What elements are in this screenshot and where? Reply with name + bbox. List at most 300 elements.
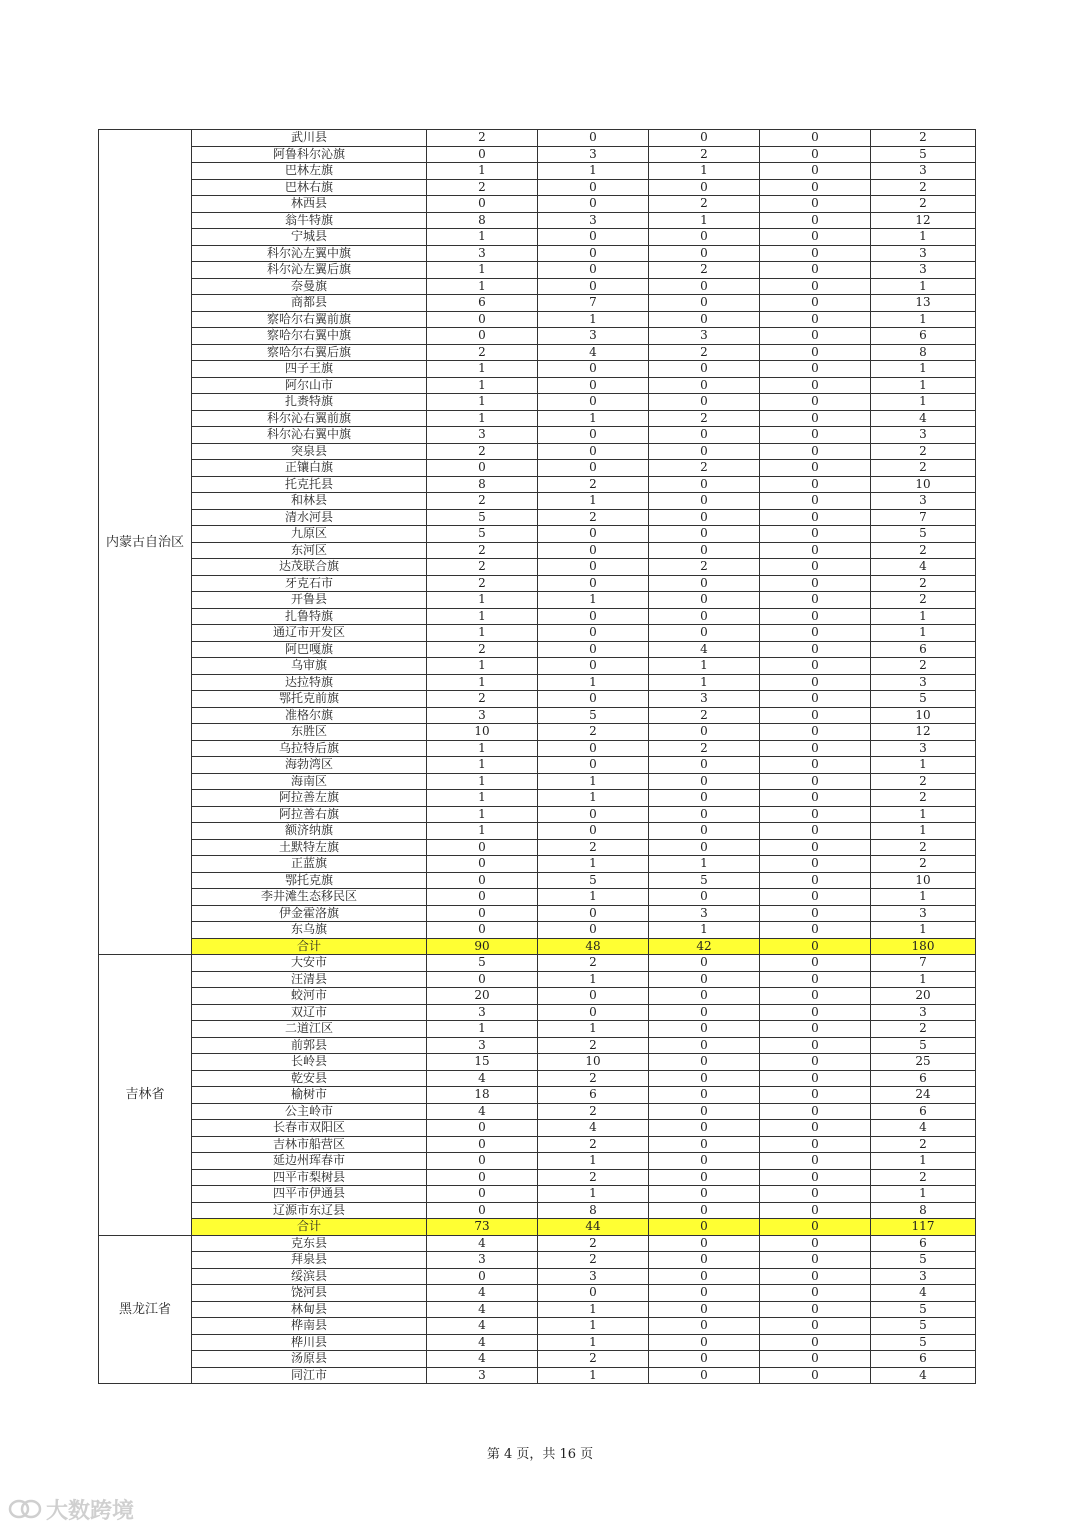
table-row	[99, 1037, 976, 1054]
value-cell: 0	[760, 295, 871, 312]
value-cell: 0	[538, 229, 649, 246]
value-cell: 0	[538, 361, 649, 378]
value-cell: 2	[871, 1021, 976, 1038]
table-row	[99, 1334, 976, 1351]
value-cell: 12	[871, 724, 976, 741]
value-cell: 3	[538, 146, 649, 163]
county-cell: 土默特左旗	[192, 839, 427, 856]
value-cell: 0	[760, 476, 871, 493]
value-cell: 0	[538, 1285, 649, 1302]
county-cell: 二道江区	[192, 1021, 427, 1038]
table-row	[99, 922, 976, 939]
value-cell: 3	[427, 707, 538, 724]
value-cell: 2	[427, 559, 538, 576]
value-cell: 0	[649, 823, 760, 840]
value-cell: 2	[427, 130, 538, 147]
county-cell: 察哈尔右翼前旗	[192, 311, 427, 328]
value-cell: 5	[427, 509, 538, 526]
value-cell: 2	[871, 592, 976, 609]
value-cell: 0	[649, 839, 760, 856]
table-row	[99, 1252, 976, 1269]
value-cell: 0	[649, 1103, 760, 1120]
value-cell: 4	[871, 1285, 976, 1302]
county-cell: 鄂托克旗	[192, 872, 427, 889]
value-cell: 0	[649, 988, 760, 1005]
table-row	[99, 1136, 976, 1153]
value-cell: 0	[649, 361, 760, 378]
value-cell: 20	[871, 988, 976, 1005]
value-cell: 0	[649, 245, 760, 262]
county-cell: 开鲁县	[192, 592, 427, 609]
value-cell: 2	[871, 542, 976, 559]
value-cell: 0	[538, 922, 649, 939]
value-cell: 4	[427, 1351, 538, 1368]
value-cell: 10	[427, 724, 538, 741]
value-cell: 0	[760, 179, 871, 196]
value-cell: 0	[760, 740, 871, 757]
table-row	[99, 493, 976, 510]
county-cell: 科尔沁左翼中旗	[192, 245, 427, 262]
county-cell: 阿鲁科尔沁旗	[192, 146, 427, 163]
value-cell: 0	[427, 1153, 538, 1170]
value-cell: 2	[427, 542, 538, 559]
value-cell: 1	[649, 856, 760, 873]
value-cell: 0	[760, 1153, 871, 1170]
value-cell: 0	[760, 971, 871, 988]
value-cell: 7	[871, 509, 976, 526]
value-cell: 6	[871, 328, 976, 345]
table-body	[99, 130, 976, 1384]
value-cell: 1	[871, 278, 976, 295]
value-cell: 10	[871, 872, 976, 889]
county-cell: 阿尔山市	[192, 377, 427, 394]
value-cell: 0	[538, 179, 649, 196]
value-cell: 0	[760, 790, 871, 807]
value-cell: 2	[427, 691, 538, 708]
value-cell: 10	[538, 1054, 649, 1071]
value-cell: 2	[538, 1037, 649, 1054]
value-cell: 0	[427, 905, 538, 922]
value-cell: 0	[760, 443, 871, 460]
value-cell: 0	[649, 1252, 760, 1269]
value-cell: 0	[649, 295, 760, 312]
value-cell: 1	[538, 592, 649, 609]
value-cell: 0	[760, 262, 871, 279]
value-cell: 0	[760, 1004, 871, 1021]
value-cell: 2	[538, 509, 649, 526]
value-cell: 0	[649, 526, 760, 543]
county-cell: 乌审旗	[192, 658, 427, 675]
table-row	[99, 542, 976, 559]
value-cell: 0	[649, 757, 760, 774]
value-cell: 15	[427, 1054, 538, 1071]
value-cell: 0	[538, 740, 649, 757]
value-cell: 8	[538, 1202, 649, 1219]
value-cell: 1	[649, 674, 760, 691]
value-cell: 6	[871, 1103, 976, 1120]
table-row	[99, 311, 976, 328]
county-cell: 牙克石市	[192, 575, 427, 592]
value-cell: 3	[871, 674, 976, 691]
value-cell: 3	[427, 245, 538, 262]
value-cell: 4	[871, 1367, 976, 1384]
value-cell: 3	[871, 427, 976, 444]
value-cell: 4	[427, 1103, 538, 1120]
value-cell: 1	[871, 806, 976, 823]
watermark-logo-icon	[8, 1498, 42, 1526]
value-cell: 4	[871, 1120, 976, 1137]
value-cell: 1	[871, 311, 976, 328]
value-cell: 1	[538, 1318, 649, 1335]
table-row	[99, 575, 976, 592]
value-cell: 0	[760, 1334, 871, 1351]
value-cell: 1	[871, 1186, 976, 1203]
table-row	[99, 278, 976, 295]
value-cell: 0	[760, 988, 871, 1005]
value-cell: 2	[649, 262, 760, 279]
table-row	[99, 823, 976, 840]
county-cell: 四子王旗	[192, 361, 427, 378]
value-cell: 0	[760, 806, 871, 823]
value-cell: 0	[538, 377, 649, 394]
value-cell: 2	[538, 1252, 649, 1269]
table-row	[99, 377, 976, 394]
county-cell: 商都县	[192, 295, 427, 312]
value-cell: 1	[538, 311, 649, 328]
value-cell: 0	[760, 889, 871, 906]
value-cell: 1	[538, 1367, 649, 1384]
table-row	[99, 526, 976, 543]
table-row	[99, 839, 976, 856]
value-cell: 0	[649, 625, 760, 642]
total-label-cell: 合计	[192, 1219, 427, 1236]
county-cell: 和林县	[192, 493, 427, 510]
value-cell: 0	[760, 163, 871, 180]
value-cell: 2	[871, 443, 976, 460]
table-row	[99, 460, 976, 477]
county-cell: 吉林市船营区	[192, 1136, 427, 1153]
value-cell: 0	[760, 328, 871, 345]
table-row	[99, 443, 976, 460]
table-row	[99, 872, 976, 889]
value-cell: 3	[871, 163, 976, 180]
value-cell: 0	[760, 1070, 871, 1087]
value-cell: 5	[427, 526, 538, 543]
value-cell: 6	[538, 1087, 649, 1104]
value-cell: 0	[760, 1202, 871, 1219]
value-cell: 1	[538, 493, 649, 510]
value-cell: 0	[760, 658, 871, 675]
county-cell: 阿拉善右旗	[192, 806, 427, 823]
table-row	[99, 163, 976, 180]
value-cell: 180	[871, 938, 976, 955]
value-cell: 0	[649, 1037, 760, 1054]
value-cell: 0	[760, 1318, 871, 1335]
county-cell: 奈曼旗	[192, 278, 427, 295]
total-row	[99, 938, 976, 955]
value-cell: 3	[427, 1252, 538, 1269]
value-cell: 7	[538, 295, 649, 312]
table-row	[99, 707, 976, 724]
value-cell: 13	[871, 295, 976, 312]
value-cell: 0	[760, 229, 871, 246]
value-cell: 2	[649, 559, 760, 576]
value-cell: 0	[649, 1087, 760, 1104]
value-cell: 0	[760, 922, 871, 939]
table-row	[99, 625, 976, 642]
value-cell: 8	[427, 212, 538, 229]
value-cell: 3	[427, 427, 538, 444]
value-cell: 0	[649, 1153, 760, 1170]
value-cell: 6	[871, 1235, 976, 1252]
value-cell: 3	[871, 1268, 976, 1285]
table-row	[99, 1351, 976, 1368]
county-cell: 长岭县	[192, 1054, 427, 1071]
value-cell: 1	[427, 773, 538, 790]
value-cell: 1	[538, 163, 649, 180]
value-cell: 1	[538, 971, 649, 988]
value-cell: 1	[871, 394, 976, 411]
value-cell: 0	[427, 872, 538, 889]
county-cell: 东河区	[192, 542, 427, 559]
value-cell: 2	[871, 460, 976, 477]
table-row	[99, 1103, 976, 1120]
value-cell: 0	[760, 691, 871, 708]
table-row	[99, 1202, 976, 1219]
table-row	[99, 1070, 976, 1087]
value-cell: 0	[427, 1268, 538, 1285]
value-cell: 1	[427, 410, 538, 427]
value-cell: 2	[649, 196, 760, 213]
value-cell: 1	[427, 790, 538, 807]
county-cell: 托克托县	[192, 476, 427, 493]
value-cell: 0	[649, 1169, 760, 1186]
value-cell: 0	[760, 575, 871, 592]
table-row	[99, 344, 976, 361]
value-cell: 5	[649, 872, 760, 889]
value-cell: 0	[538, 559, 649, 576]
value-cell: 0	[427, 839, 538, 856]
value-cell: 0	[538, 625, 649, 642]
value-cell: 2	[538, 1169, 649, 1186]
value-cell: 0	[649, 509, 760, 526]
value-cell: 0	[427, 1136, 538, 1153]
value-cell: 2	[538, 839, 649, 856]
value-cell: 2	[871, 856, 976, 873]
value-cell: 0	[649, 806, 760, 823]
value-cell: 0	[427, 1169, 538, 1186]
value-cell: 0	[760, 707, 871, 724]
value-cell: 0	[760, 938, 871, 955]
value-cell: 1	[871, 229, 976, 246]
value-cell: 0	[760, 1301, 871, 1318]
value-cell: 2	[427, 575, 538, 592]
value-cell: 1	[427, 361, 538, 378]
value-cell: 0	[760, 493, 871, 510]
county-cell: 察哈尔右翼中旗	[192, 328, 427, 345]
value-cell: 0	[649, 1070, 760, 1087]
value-cell: 2	[427, 344, 538, 361]
value-cell: 0	[427, 311, 538, 328]
county-cell: 突泉县	[192, 443, 427, 460]
value-cell: 1	[649, 212, 760, 229]
table-row	[99, 410, 976, 427]
value-cell: 5	[871, 1252, 976, 1269]
value-cell: 0	[649, 955, 760, 972]
value-cell: 0	[427, 856, 538, 873]
value-cell: 2	[649, 344, 760, 361]
table-row	[99, 691, 976, 708]
table-row	[99, 1087, 976, 1104]
value-cell: 44	[538, 1219, 649, 1236]
county-cell: 乌拉特后旗	[192, 740, 427, 757]
value-cell: 2	[871, 575, 976, 592]
county-cell: 武川县	[192, 130, 427, 147]
value-cell: 3	[538, 212, 649, 229]
table-row	[99, 1021, 976, 1038]
county-cell: 克东县	[192, 1235, 427, 1252]
table-row	[99, 1153, 976, 1170]
county-cell: 巴林左旗	[192, 163, 427, 180]
county-cell: 东乌旗	[192, 922, 427, 939]
value-cell: 18	[427, 1087, 538, 1104]
table-row	[99, 889, 976, 906]
value-cell: 0	[760, 674, 871, 691]
value-cell: 0	[538, 608, 649, 625]
table-row	[99, 856, 976, 873]
value-cell: 0	[649, 1136, 760, 1153]
county-cell: 科尔沁右翼前旗	[192, 410, 427, 427]
value-cell: 1	[427, 823, 538, 840]
value-cell: 0	[760, 872, 871, 889]
value-cell: 10	[871, 476, 976, 493]
value-cell: 0	[538, 823, 649, 840]
value-cell: 0	[427, 889, 538, 906]
county-cell: 前郭县	[192, 1037, 427, 1054]
value-cell: 0	[649, 1202, 760, 1219]
county-cell: 林西县	[192, 196, 427, 213]
value-cell: 2	[871, 790, 976, 807]
value-cell: 5	[871, 1301, 976, 1318]
value-cell: 0	[649, 1334, 760, 1351]
table-row	[99, 509, 976, 526]
value-cell: 1	[871, 889, 976, 906]
value-cell: 0	[760, 757, 871, 774]
value-cell: 0	[649, 790, 760, 807]
value-cell: 4	[427, 1301, 538, 1318]
value-cell: 1	[871, 971, 976, 988]
value-cell: 3	[871, 262, 976, 279]
county-cell: 准格尔旗	[192, 707, 427, 724]
table-row	[99, 1301, 976, 1318]
value-cell: 0	[760, 377, 871, 394]
value-cell: 3	[427, 1037, 538, 1054]
county-cell: 长春市双阳区	[192, 1120, 427, 1137]
county-cell: 察哈尔右翼后旗	[192, 344, 427, 361]
value-cell: 0	[760, 856, 871, 873]
value-cell: 73	[427, 1219, 538, 1236]
value-cell: 0	[649, 1235, 760, 1252]
value-cell: 2	[538, 724, 649, 741]
county-cell: 伊金霍洛旗	[192, 905, 427, 922]
value-cell: 3	[427, 1004, 538, 1021]
value-cell: 5	[871, 691, 976, 708]
value-cell: 0	[760, 427, 871, 444]
county-cell: 宁城县	[192, 229, 427, 246]
value-cell: 0	[760, 1169, 871, 1186]
value-cell: 0	[760, 542, 871, 559]
value-cell: 2	[871, 773, 976, 790]
county-cell: 达拉特旗	[192, 674, 427, 691]
value-cell: 0	[538, 394, 649, 411]
value-cell: 1	[871, 361, 976, 378]
county-cell: 辽源市东辽县	[192, 1202, 427, 1219]
value-cell: 0	[649, 394, 760, 411]
value-cell: 0	[760, 1268, 871, 1285]
value-cell: 24	[871, 1087, 976, 1104]
value-cell: 0	[760, 1054, 871, 1071]
county-cell: 鄂托克前旗	[192, 691, 427, 708]
value-cell: 2	[871, 1136, 976, 1153]
county-cell: 达茂联合旗	[192, 559, 427, 576]
value-cell: 1	[538, 1186, 649, 1203]
total-row	[99, 1219, 976, 1236]
value-cell: 3	[427, 1367, 538, 1384]
data-table	[98, 129, 976, 1384]
table-row	[99, 476, 976, 493]
county-cell: 双辽市	[192, 1004, 427, 1021]
table-row	[99, 245, 976, 262]
county-cell: 蛟河市	[192, 988, 427, 1005]
table-row	[99, 608, 976, 625]
value-cell: 0	[649, 130, 760, 147]
value-cell: 0	[427, 1120, 538, 1137]
county-cell: 海勃湾区	[192, 757, 427, 774]
province-cell: 吉林省	[99, 955, 192, 1236]
value-cell: 2	[871, 130, 976, 147]
value-cell: 5	[871, 526, 976, 543]
value-cell: 0	[649, 476, 760, 493]
value-cell: 0	[538, 757, 649, 774]
value-cell: 0	[760, 955, 871, 972]
table-row	[99, 179, 976, 196]
table-row	[99, 427, 976, 444]
value-cell: 7	[871, 955, 976, 972]
value-cell: 4	[427, 1318, 538, 1335]
value-cell: 4	[427, 1070, 538, 1087]
county-cell: 汤原县	[192, 1351, 427, 1368]
table-row	[99, 146, 976, 163]
table-row	[99, 1367, 976, 1384]
value-cell: 0	[760, 1136, 871, 1153]
value-cell: 0	[538, 130, 649, 147]
county-cell: 正镶白旗	[192, 460, 427, 477]
value-cell: 1	[538, 1021, 649, 1038]
table-row	[99, 658, 976, 675]
value-cell: 0	[760, 1103, 871, 1120]
value-cell: 0	[538, 658, 649, 675]
value-cell: 0	[760, 1367, 871, 1384]
value-cell: 4	[427, 1235, 538, 1252]
value-cell: 2	[538, 476, 649, 493]
value-cell: 0	[760, 410, 871, 427]
value-cell: 5	[427, 955, 538, 972]
value-cell: 1	[871, 757, 976, 774]
county-cell: 九原区	[192, 526, 427, 543]
value-cell: 0	[760, 1037, 871, 1054]
value-cell: 0	[538, 691, 649, 708]
value-cell: 0	[538, 905, 649, 922]
